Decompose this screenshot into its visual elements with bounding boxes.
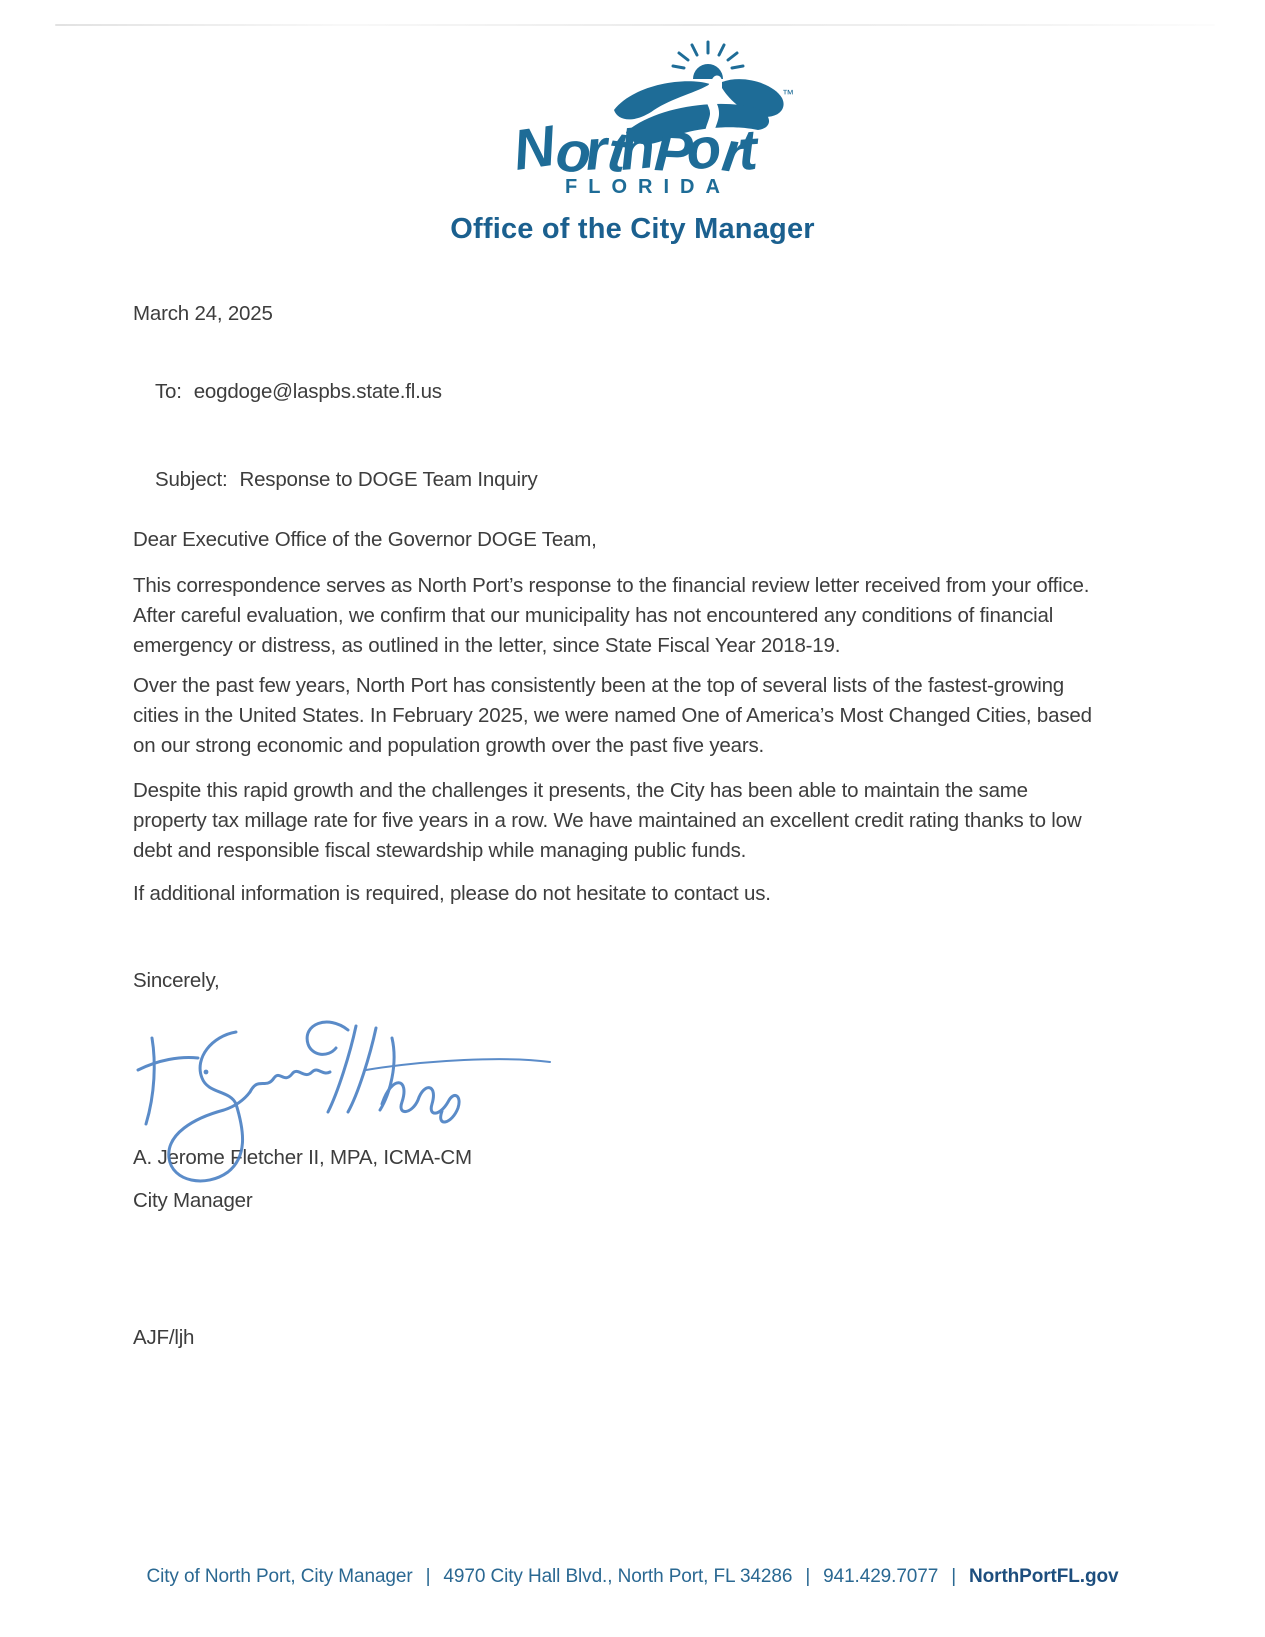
letter-footer [0, 1566, 1265, 1588]
closing: Sincerely, [133, 969, 220, 992]
to-line [133, 347, 442, 437]
paragraph-1: This correspondence serves as North Port’s response to the financial review letter received from your office. After careful evaluation, we confirm that our municipality has not encountered any conditions of financial emergency or distress, as outlined in the letter, since State Fiscal Year 2018-19. [133, 574, 1090, 657]
logo-region-text: FLORIDA [565, 176, 731, 198]
logo-trademark: ™ [782, 87, 794, 101]
to-value: eogdoge@laspbs.state.fl.us [193, 380, 442, 403]
paragraph-3: Despite this rapid growth and the challenges it presents, the City has been able to maintain the same property tax millage rate for five years in a row. We have maintained an excellent credit rating thanks to low debt and responsible fiscal stewardship while managing public funds. [133, 779, 1082, 862]
paragraph-4: If additional information is required, please do not hesitate to contact us. [133, 882, 771, 905]
north-port-logo-icon [486, 40, 798, 198]
city-logo [486, 40, 798, 198]
footer-separator: | [805, 1566, 811, 1587]
footer-separator: | [951, 1566, 957, 1587]
footer-phone: 941.429.7077 [823, 1566, 939, 1587]
scan-artifact-line [55, 24, 1215, 26]
signer-name: A. Jerome Fletcher II, MPA, ICMA-CM [133, 1146, 472, 1169]
footer-separator: | [425, 1566, 431, 1587]
paragraph-2: Over the past few years, North Port has consistently been at the top of several lists of the fastest-growing cities in the United States. In February 2025, we were named One of America’s Most Changed Cities, based on our strong economic and population growth over the past five years. [133, 674, 1092, 757]
reference-initials: AJF/ljh [133, 1326, 195, 1349]
subject-value: Response to DOGE Team Inquiry [239, 468, 538, 491]
subject-label: Subject: [154, 468, 228, 491]
signer-title: City Manager [133, 1189, 253, 1212]
subject-line [133, 435, 538, 525]
footer-website: NorthPortFL.gov [969, 1566, 1119, 1587]
to-label: To: [154, 380, 182, 403]
footer-address: 4970 City Hall Blvd., North Port, FL 34286 [443, 1566, 793, 1587]
letter-date: March 24, 2025 [133, 302, 273, 325]
greeting: Dear Executive Office of the Governor DOGE Team, [133, 528, 597, 551]
logo-brand-text: NorthPort [509, 114, 757, 186]
office-title: Office of the City Manager [450, 213, 815, 245]
footer-org: City of North Port, City Manager [146, 1566, 413, 1587]
